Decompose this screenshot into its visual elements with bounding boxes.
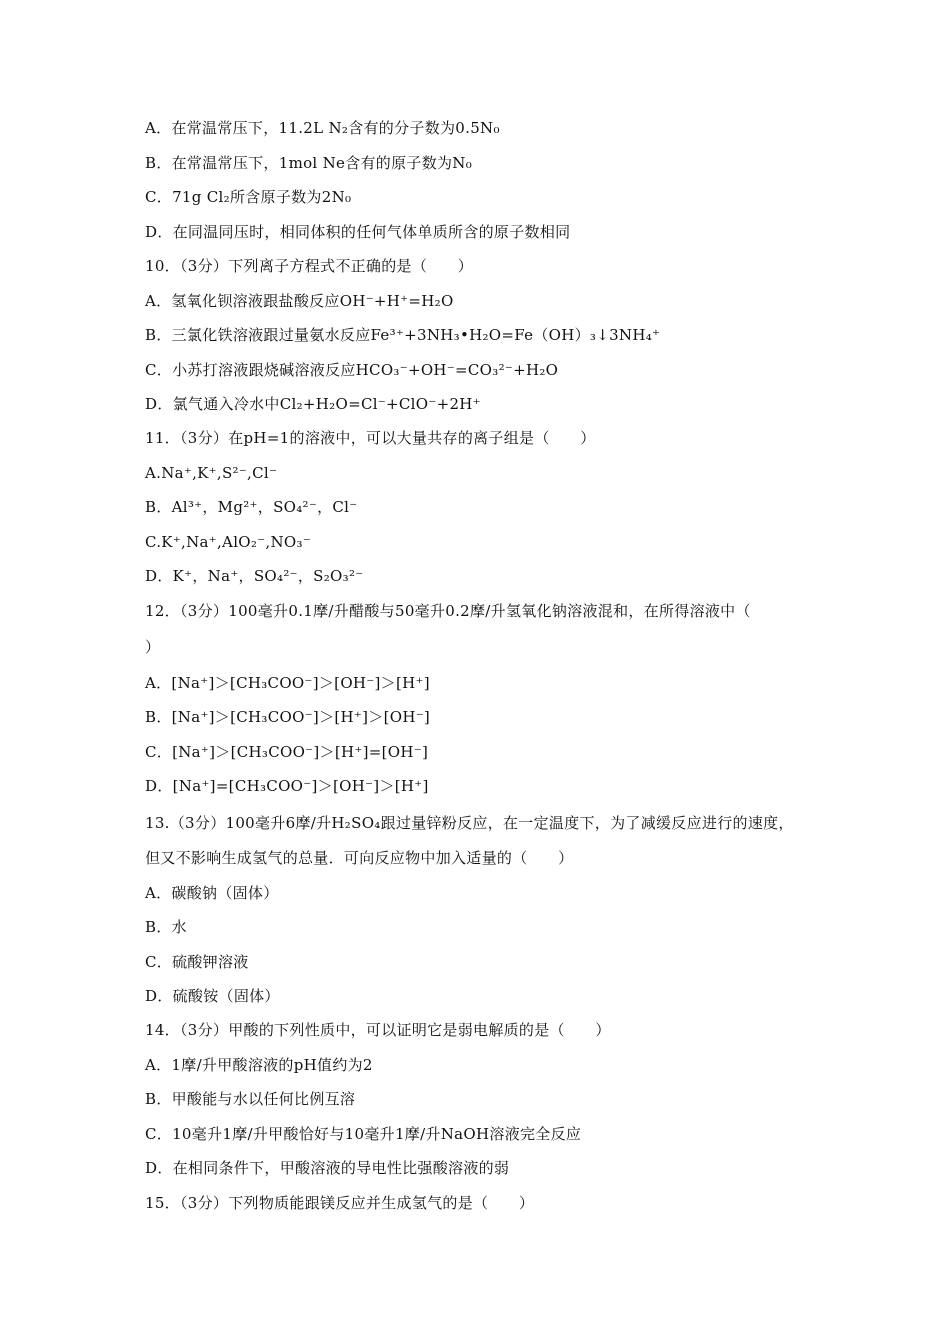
q14-option-d: D．在相同条件下，甲酸溶液的导电性比强酸溶液的弱 (145, 1159, 510, 1177)
q12-stem: 12．（3分）100毫升0.1摩/升醋酸与50毫升0.2摩/升氢氧化钠溶液混和，在所得溶液中（ (145, 602, 751, 620)
q10-option-c: C．小苏打溶液跟烧碱溶液反应HCO₃⁻+OH⁻=CO₃²⁻+H₂O (145, 361, 559, 379)
q13-option-b: B．水 (145, 918, 187, 936)
q10-option-a: A．氢氧化钡溶液跟盐酸反应OH⁻+H⁺=H₂O (145, 292, 454, 310)
q10-option-b: B．三氯化铁溶液跟过量氨水反应Fe³⁺+3NH₃•H₂O=Fe（OH）₃↓3NH₄⁺ (145, 326, 661, 344)
q14-option-a: A．1摩/升甲酸溶液的pH值约为2 (145, 1056, 373, 1074)
q10-stem: 10．（3分）下列离子方程式不正确的是（ ） (145, 257, 474, 275)
q12-option-c: C．[Na⁺]＞[CH₃COO⁻]＞[H⁺]=[OH⁻] (145, 743, 429, 761)
q13-option-a: A．碳酸钠（固体） (145, 884, 279, 902)
q14-stem: 14．（3分）甲酸的下列性质中，可以证明它是弱电解质的是（ ） (145, 1021, 611, 1039)
q12-option-b: B．[Na⁺]＞[CH₃COO⁻]＞[H⁺]＞[OH⁻] (145, 708, 431, 726)
q12-option-d: D．[Na⁺]=[CH₃COO⁻]＞[OH⁻]＞[H⁺] (145, 777, 429, 795)
q11-option-b: B．Al³⁺，Mg²⁺，SO₄²⁻，Cl⁻ (145, 498, 358, 516)
q11-option-a: A.Na⁺,K⁺,S²⁻,Cl⁻ (145, 464, 278, 482)
q12-option-a: A．[Na⁺]＞[CH₃COO⁻]＞[OH⁻]＞[H⁺] (145, 674, 430, 692)
q11-option-d: D．K⁺，Na⁺，SO₄²⁻，S₂O₃²⁻ (145, 567, 364, 585)
q13-option-d: D．硫酸铵（固体） (145, 987, 280, 1005)
q9-option-a: A．在常温常压下，11.2L N₂含有的分子数为0.5N₀ (145, 119, 500, 137)
q12-stem-cont: ） (145, 638, 161, 656)
q11-stem: 11．（3分）在pH=1的溶液中，可以大量共存的离子组是（ ） (145, 429, 596, 447)
q13-option-c: C．硫酸钾溶液 (145, 953, 249, 971)
q9-option-c: C．71g Cl₂所含原子数为2N₀ (145, 188, 352, 206)
q14-option-b: B．甲酸能与水以任何比例互溶 (145, 1090, 356, 1108)
q13-stem: 13.（3分）100毫升6摩/升H₂SO₄跟过量锌粉反应，在一定温度下，为了减缓反应进行的速度， (145, 814, 794, 832)
q11-option-c: C.K⁺,Na⁺,AlO₂⁻,NO₃⁻ (145, 533, 312, 551)
q9-option-d: D．在同温同压时，相同体积的任何气体单质所含的原子数相同 (145, 223, 571, 241)
q10-option-d: D．氯气通入冷水中Cl₂+H₂O=Cl⁻+ClO⁻+2H⁺ (145, 395, 481, 413)
q9-option-b: B．在常温常压下，1mol Ne含有的原子数为N₀ (145, 154, 473, 172)
q14-option-c: C．10毫升1摩/升甲酸恰好与10毫升1摩/升NaOH溶液完全反应 (145, 1125, 582, 1143)
q13-stem-cont: 但又不影响生成氢气的总量．可向反应物中加入适量的（ ） (145, 849, 574, 867)
q15-stem: 15．（3分）下列物质能跟镁反应并生成氢气的是（ ） (145, 1194, 535, 1212)
